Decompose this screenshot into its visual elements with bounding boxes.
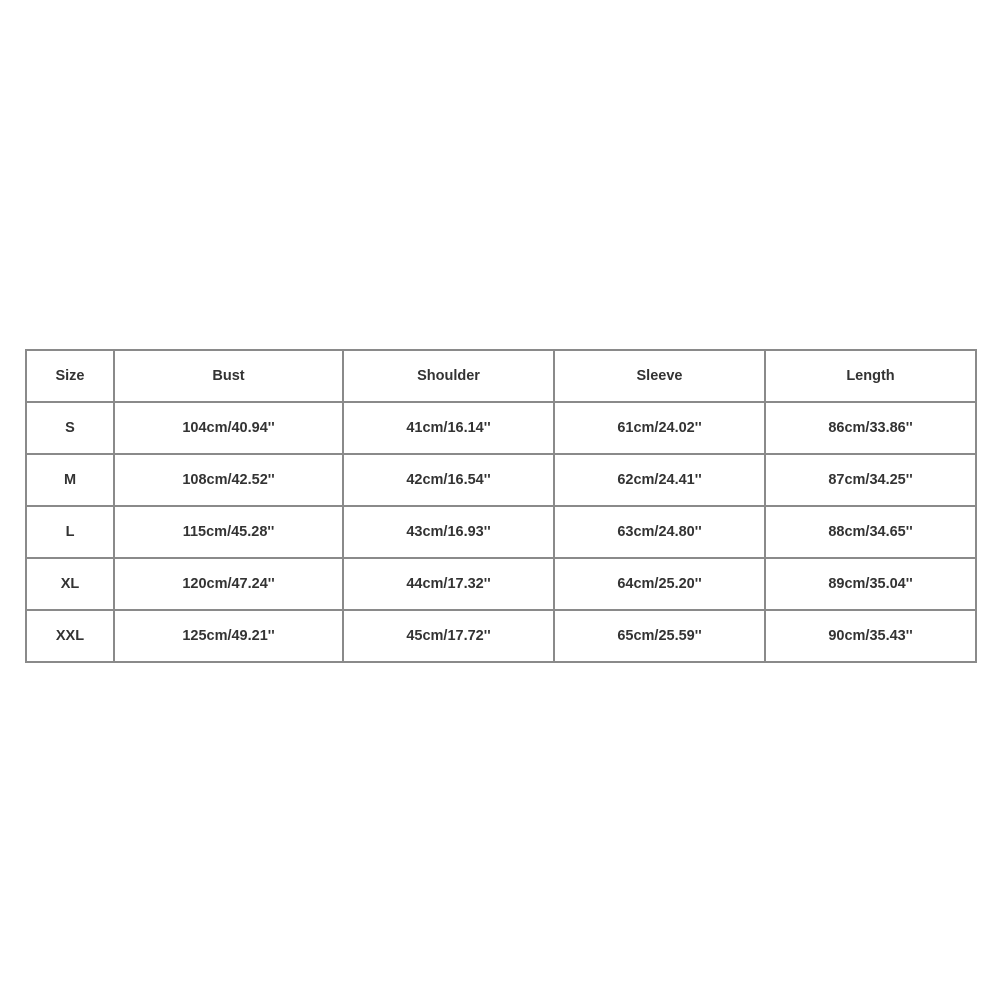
header-size: Size: [26, 350, 114, 402]
table-row: [26, 506, 976, 558]
cell-bust: 108cm/42.52'': [114, 454, 343, 506]
cell-shoulder: 43cm/16.93'': [343, 506, 554, 558]
cell-shoulder: 41cm/16.14'': [343, 402, 554, 454]
cell-sleeve: 63cm/24.80'': [554, 506, 765, 558]
header-length: Length: [765, 350, 976, 402]
header-shoulder: Shoulder: [343, 350, 554, 402]
cell-sleeve: 61cm/24.02'': [554, 402, 765, 454]
cell-bust: 125cm/49.21'': [114, 610, 343, 662]
cell-bust: 120cm/47.24'': [114, 558, 343, 610]
cell-length: 90cm/35.43'': [765, 610, 976, 662]
header-bust: Bust: [114, 350, 343, 402]
cell-shoulder: 44cm/17.32'': [343, 558, 554, 610]
cell-length: 87cm/34.25'': [765, 454, 976, 506]
cell-length: 89cm/35.04'': [765, 558, 976, 610]
table-header-row: [26, 350, 976, 402]
cell-sleeve: 64cm/25.20'': [554, 558, 765, 610]
table-row: [26, 610, 976, 662]
table-row: [26, 454, 976, 506]
cell-size: XXL: [26, 610, 114, 662]
cell-bust: 115cm/45.28'': [114, 506, 343, 558]
cell-length: 86cm/33.86'': [765, 402, 976, 454]
cell-shoulder: 42cm/16.54'': [343, 454, 554, 506]
cell-length: 88cm/34.65'': [765, 506, 976, 558]
cell-bust: 104cm/40.94'': [114, 402, 343, 454]
header-sleeve: Sleeve: [554, 350, 765, 402]
cell-shoulder: 45cm/17.72'': [343, 610, 554, 662]
cell-size: XL: [26, 558, 114, 610]
size-chart-table: [25, 349, 977, 663]
table-row: [26, 402, 976, 454]
cell-sleeve: 65cm/25.59'': [554, 610, 765, 662]
cell-size: M: [26, 454, 114, 506]
table-row: [26, 558, 976, 610]
cell-sleeve: 62cm/24.41'': [554, 454, 765, 506]
cell-size: L: [26, 506, 114, 558]
cell-size: S: [26, 402, 114, 454]
